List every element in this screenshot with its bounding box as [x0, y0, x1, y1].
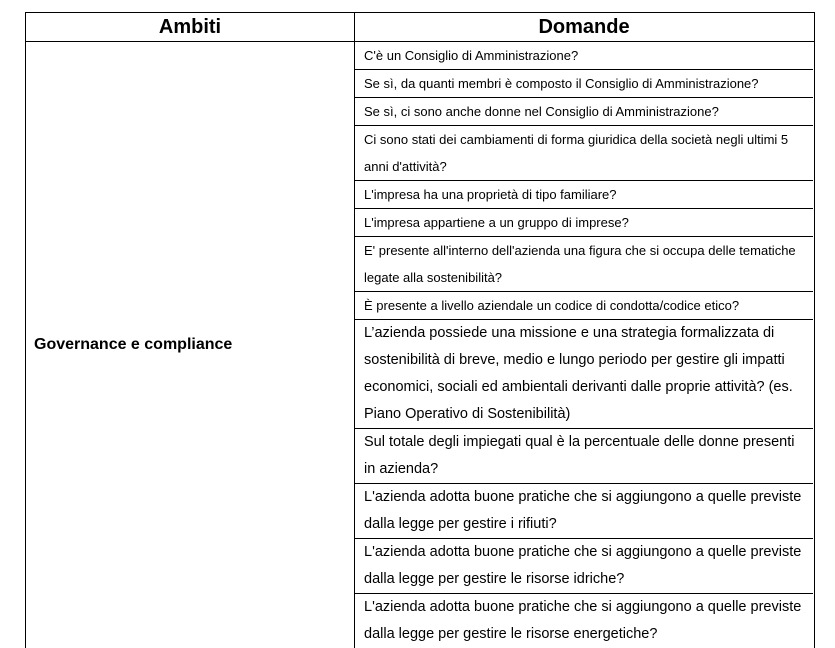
header-domande: Domande: [354, 13, 813, 41]
question-item: È presente a livello aziendale un codice di condotta/codice etico?: [355, 292, 813, 320]
table-row: [26, 42, 814, 648]
header-ambiti: Ambiti: [158, 15, 222, 38]
question-item: L'azienda adotta buone pratiche che si aggiungono a quelle previste dalla legge per gestire i rifiuti?: [355, 484, 813, 539]
question-item: L'azienda adotta buone pratiche che si aggiungono a quelle previste dalla legge per gestire le risorse energetiche?: [364, 599, 802, 642]
question-item: Ci sono stati dei cambiamenti di forma giuridica della società negli ultimi 5 anni d'attività?: [355, 126, 813, 181]
question-item: E' presente all'interno dell'azienda una figura che si occupa delle tematiche legate alla sostenibilità?: [355, 237, 813, 292]
question-item: Se sì, ci sono anche donne nel Consiglio di Amministrazione?: [355, 98, 813, 126]
question-item: L'azienda adotta buone pratiche che si aggiungono a quelle previste dalla legge per gestire le risorse idriche?: [355, 539, 813, 594]
questions-table: [25, 12, 815, 648]
question-item: L’azienda possiede una missione e una strategia formalizzata di sostenibilità di breve, medio e lungo periodo per gestire gli impatti economici, sociali ed ambientali derivanti dalle proprie attività? (es. Piano Operativo di Sostenibilità): [355, 320, 813, 429]
table-header-row: [26, 13, 814, 42]
ambito-cell: Governance e compliance: [34, 336, 233, 353]
question-item: Sul totale degli impiegati qual è la percentuale delle donne presenti in azienda?: [355, 429, 813, 484]
question-item: L'impresa ha una proprietà di tipo familiare?: [355, 181, 813, 209]
question-item: Se sì, da quanti membri è composto il Consiglio di Amministrazione?: [355, 70, 813, 98]
question-item: C'è un Consiglio di Amministrazione?: [355, 42, 813, 70]
questions-column: [354, 42, 813, 648]
question-item: L'impresa appartiene a un gruppo di imprese?: [355, 209, 813, 237]
